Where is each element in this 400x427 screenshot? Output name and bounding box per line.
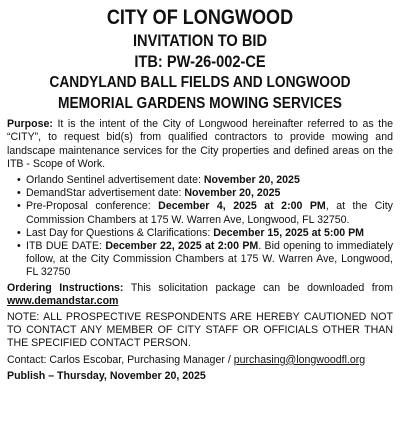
contact-line (7, 354, 393, 367)
list-item: • Last Day for Questions & Clarifications: December 15, 2025 at 5:00 PM (17, 227, 393, 240)
itb-number: ITB: PW-26-002-CE (134, 51, 266, 71)
purpose-text: It is the intent of the City of Longwood hereinafter referred to as the “CITY”, to request bid(s) from qualified contractors to provide mowing and landscape maintenance services for the City properties and defined areas on the ITB - Scope of Work. (7, 118, 393, 170)
ordering-label: Ordering Instructions: (7, 281, 124, 294)
document-type: INVITATION TO BID (132, 31, 268, 51)
list-item: • DemandStar advertisement date: November 20, 2025 (17, 187, 393, 200)
demandstar-link[interactable]: www.demandstar.com (7, 294, 119, 307)
project-title-line-1: CANDYLAND BALL FIELDS AND LONGWOOD (49, 74, 351, 92)
project-title-line-2: MEMORIAL GARDENS MOWING SERVICES (58, 95, 342, 113)
project-title (34, 72, 366, 114)
email-link[interactable]: purchasing@longwoodfl.org (233, 353, 366, 366)
list-item: • Pre-Proposal conference: December 4, 2025 at 2:00 PM, at the City Commission Chambers at 175 W. Warren Ave, Longwood, FL 32750. (17, 200, 393, 226)
city-title: CITY OF LONGWOOD (106, 6, 294, 29)
list-item: • ITB DUE DATE: December 22, 2025 at 2:00 PM. Bid opening to immediately follow, at the City Commission Chambers at 175 W. Warren Ave, Longwood, FL 32750 (17, 240, 393, 280)
notice-body (7, 118, 393, 383)
purpose-paragraph (7, 118, 393, 171)
contact-text: Contact: Carlos Escobar, Purchasing Manager / (7, 353, 234, 366)
ordering-paragraph (7, 282, 393, 308)
ordering-text: This solicitation package can be downloaded from (123, 281, 393, 294)
purpose-label: Purpose: (7, 118, 53, 131)
publish-line: Publish – Thursday, November 20, 2025 (7, 369, 206, 382)
key-dates-list (7, 174, 393, 280)
list-item: • Orlando Sentinel advertisement date: November 20, 2025 (17, 174, 393, 187)
caution-note: NOTE: ALL PROSPECTIVE RESPONDENTS ARE HEREBY CAUTIONED NOT TO CONTACT ANY MEMBER OF CITY STAFF OR OFFICIALS OTHER THAN THE SPECIFIED CONTACT PERSON. (7, 311, 393, 350)
